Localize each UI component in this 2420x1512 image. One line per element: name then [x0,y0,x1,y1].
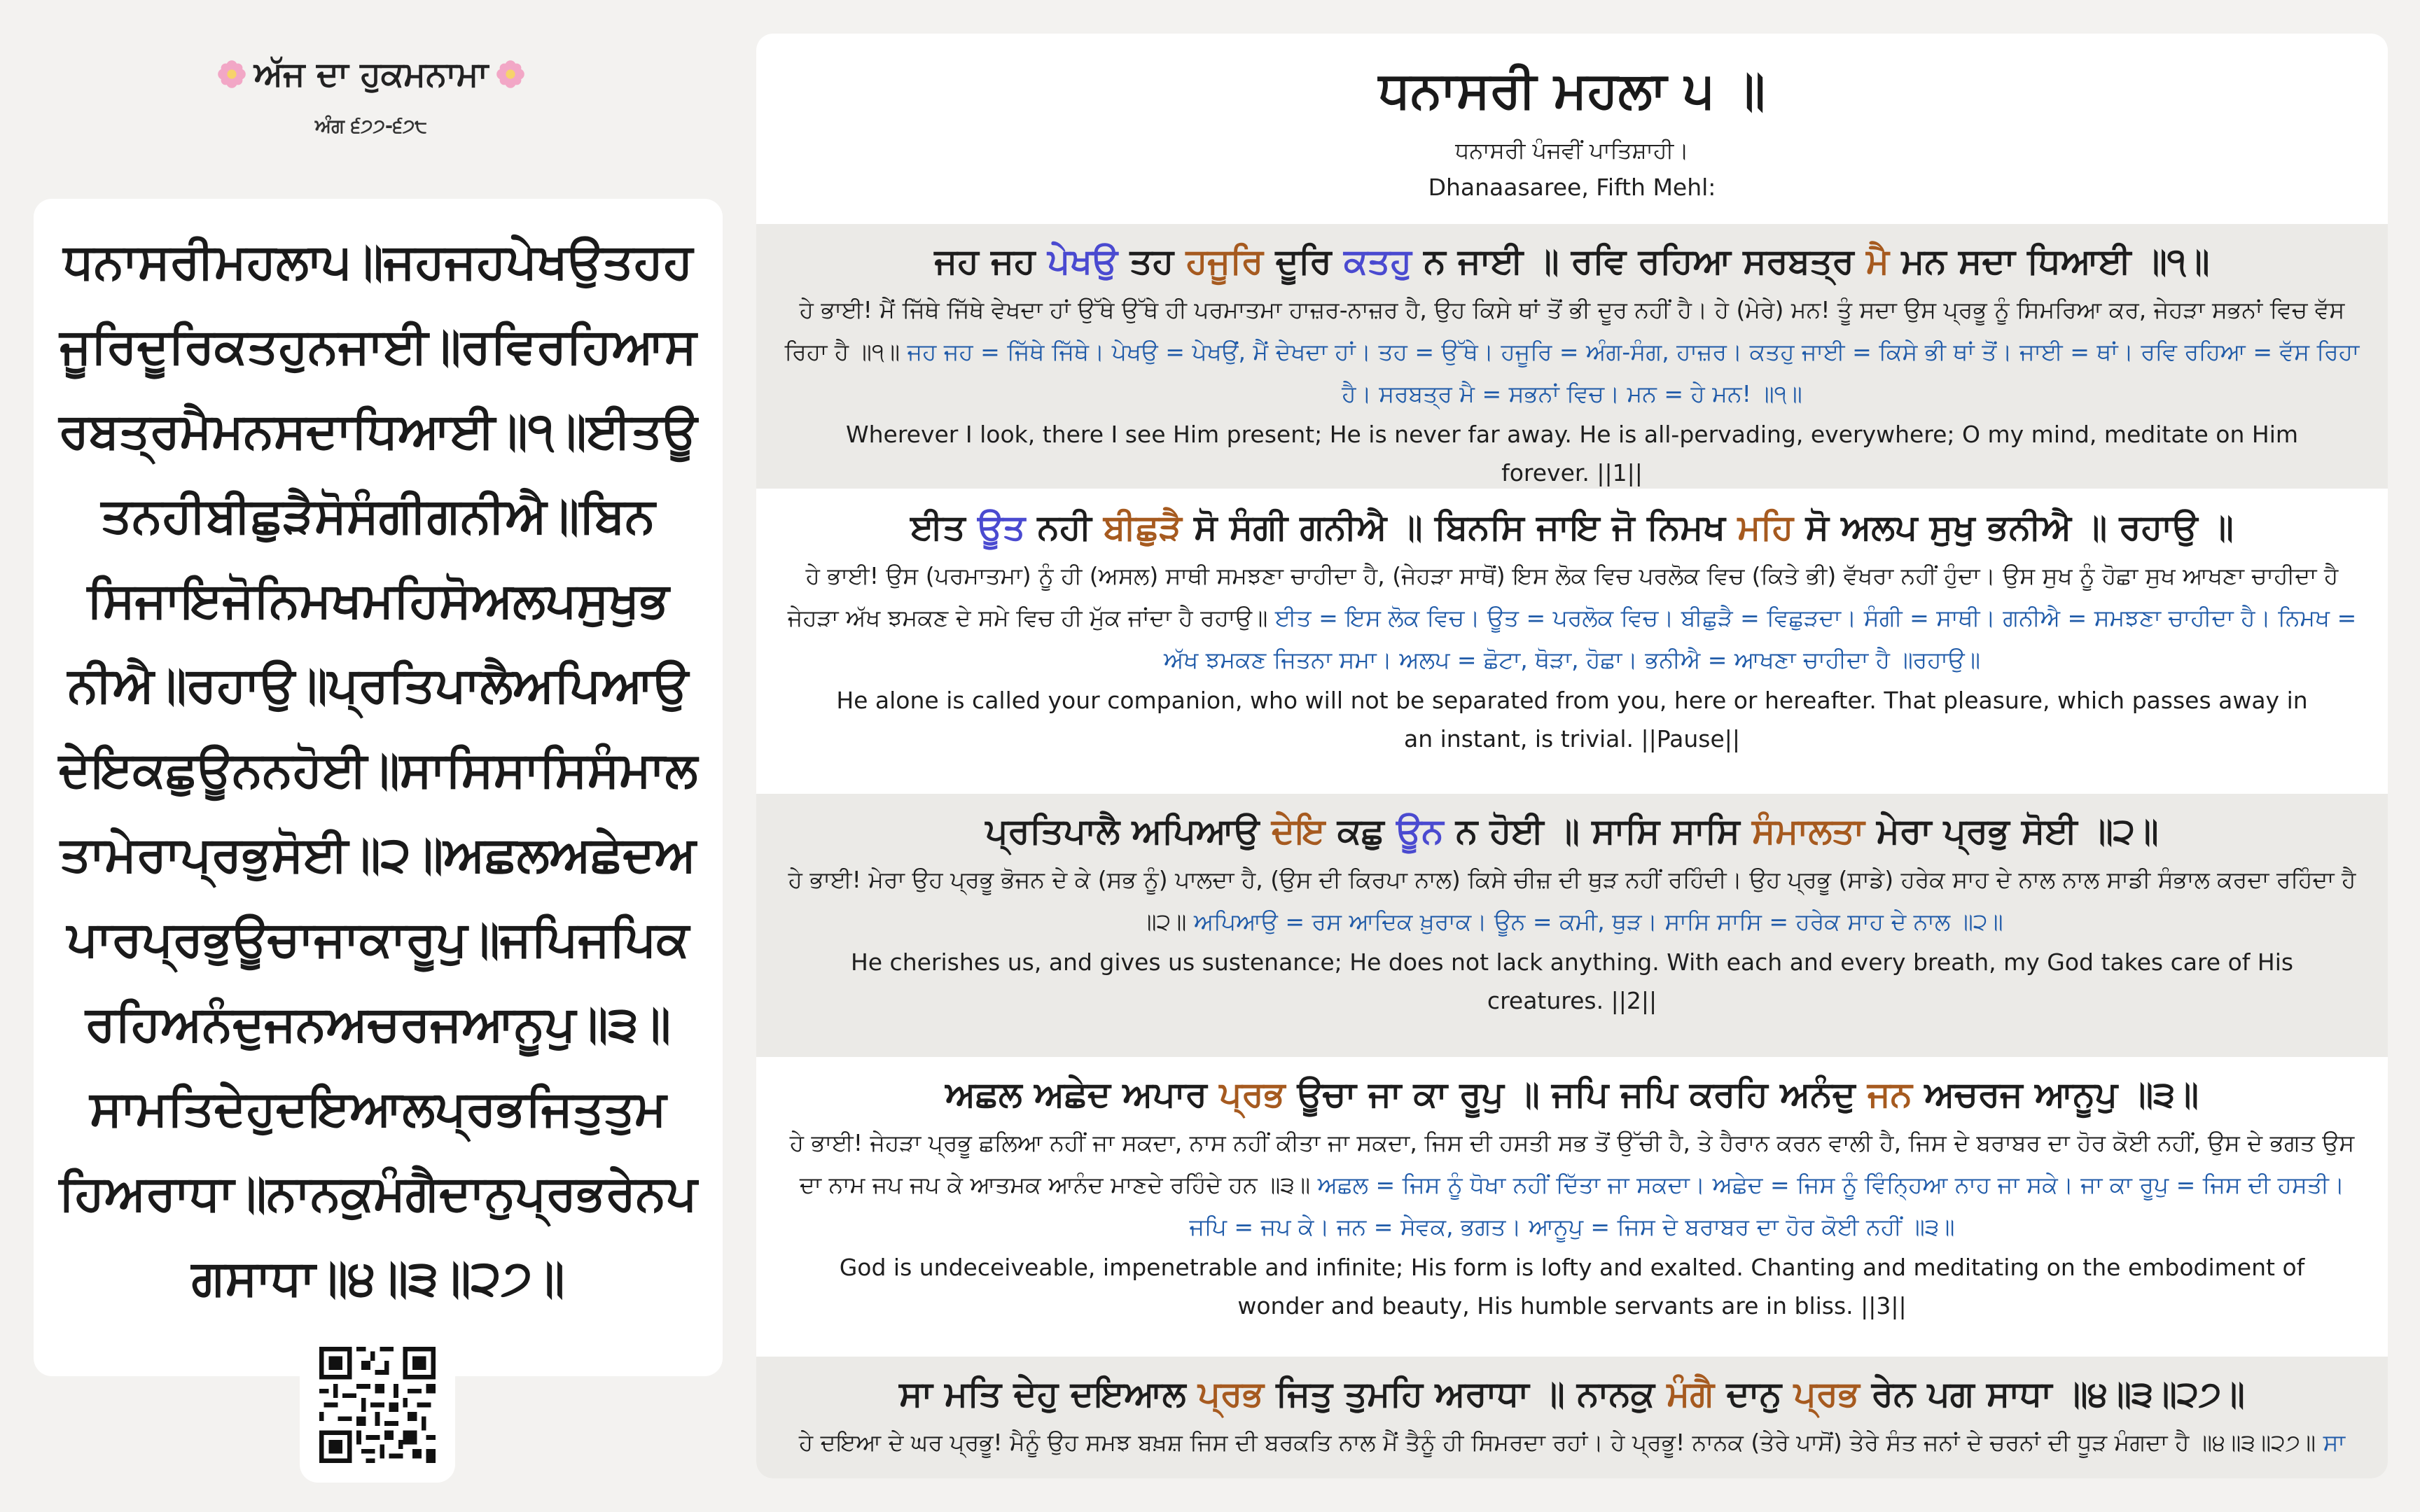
verse-gurbani-line: ਪ੍ਰਤਿਪਾਲੈ ਅਪਿਆਉ ਦੇਇ ਕਛੁ ਊਨ ਨ ਹੋਈ ॥ ਸਾਸਿ ਸਾਸਿ ਸੰਮਾਲਤਾ ਮੇਰਾ ਪ੍ਰਭੁ ਸੋਈ ॥੨॥ [985,811,2159,851]
raag-heading: ਧਨਾਸਰੀ ਮਹਲਾ ੫ ॥ [1378,60,1766,119]
raag-english: Dhanaasaree, Fifth Mehl: [1428,174,1716,201]
verse-punjabi-meaning: ਹੇ ਭਾਈ! ਮੈਂ ਜਿੱਥੇ ਜਿੱਥੇ ਵੇਖਦਾ ਹਾਂ ਉੱਥੇ ਉੱਥੇ ਹੀ ਪਰਮਾਤਮਾ ਹਾਜ਼ਰ-ਨਾਜ਼ਰ ਹੈ, ਉਹ ਕਿਸੇ ਥਾਂ ਤੋਂ ਭੀ ਦੂਰ ਨਹੀਂ ਹੈ। ਹੇ (ਮੇਰੇ) ਮਨ! ਤੂੰ ਸਦਾ ਉਸ ਪ੍ਰਭੂ ਨੂੰ ਸਿਮਰਿਆ ਕਰ, ਜੇਹੜਾ ਸਭਨਾਂ ਵਿਚ ਵੱਸ ਰਿਹਾ ਹੈ ॥੧॥ ਜਹ ਜਹ = ਜਿੱਥੇ ਜਿੱਥੇ। ਪੇਖਉ = ਪੇਖਉਂ, ਮੈਂ ਦੇਖਦਾ ਹਾਂ। ਤਹ = ਉੱਥੇ। ਹਜੂਰਿ = ਅੰਗ-ਸੰਗ, ਹਾਜ਼ਰ। ਕਤਹੁ ਜਾਈ = ਕਿਸੇ ਭੀ ਥਾਂ ਤੋਂ। ਜਾਈ = ਥਾਂ। ਰਵਿ ਰਹਿਆ = ਵੱਸ ਰਿਹਾ ਹੈ। ਸਰਬਤ੍ਰ ਮੈ = ਸਭਨਾਂ ਵਿਚ। ਮਨ = ਹੇ ਮਨ! ॥੧॥ [784,296,2360,407]
verse-block [756,1357,2388,1478]
verse-block [756,224,2388,489]
hukamnama-title [0,55,742,94]
verse-gurbani-line: ਅਛਲ ਅਛੇਦ ਅਪਾਰ ਪ੍ਰਭ ਊਚਾ ਜਾ ਕਾ ਰੂਪੁ ॥ ਜਪਿ ਜਪਿ ਕਰਹਿ ਅਨੰਦੁ ਜਨ ਅਚਰਜ ਆਨੂਪੁ ॥੩॥ [945,1074,2199,1114]
verse-punjabi-meaning: ਹੇ ਭਾਈ! ਉਸ (ਪਰਮਾਤਮਾ) ਨੂੰ ਹੀ (ਅਸਲ) ਸਾਥੀ ਸਮਝਣਾ ਚਾਹੀਦਾ ਹੈ, (ਜੇਹੜਾ ਸਾਥੋਂ) ਇਸ ਲੋਕ ਵਿਚ ਪਰਲੋਕ ਵਿਚ (ਕਿਤੇ ਭੀ) ਵੱਖਰਾ ਨਹੀਂ ਹੁੰਦਾ। ਉਸ ਸੁਖ ਨੂੰ ਹੋਛਾ ਸੁਖ ਆਖਣਾ ਚਾਹੀਦਾ ਹੈ ਜੇਹੜਾ ਅੱਖ ਝਮਕਣ ਦੇ ਸਮੇ ਵਿਚ ਹੀ ਮੁੱਕ ਜਾਂਦਾ ਹੈ ਰਹਾਉ॥ ਈਤ = ਇਸ ਲੋਕ ਵਿਚ। ਊਤ = ਪਰਲੋਕ ਵਿਚ। ਬੀਛੁੜੈ = ਵਿਛੁੜਦਾ। ਸੰਗੀ = ਸਾਥੀ। ਗਨੀਐ = ਸਮਝਣਾ ਚਾਹੀਦਾ ਹੈ। ਨਿਮਖ = ਅੱਖ ਝਮਕਣ ਜਿਤਨਾ ਸਮਾ। ਅਲਪ = ਛੋਟਾ, ਥੋੜਾ, ਹੋਛਾ। ਭਨੀਐ = ਆਖਣਾ ਚਾਹੀਦਾ ਹੈ ॥ਰਹਾਉ॥ [787,562,2357,673]
verse-punjabi-meaning: ਹੇ ਭਾਈ! ਜੇਹੜਾ ਪ੍ਰਭੂ ਛਲਿਆ ਨਹੀਂ ਜਾ ਸਕਦਾ, ਨਾਸ ਨਹੀਂ ਕੀਤਾ ਜਾ ਸਕਦਾ, ਜਿਸ ਦੀ ਹਸਤੀ ਸਭ ਤੋਂ ਉੱਚੀ ਹੈ, ਤੇ ਹੈਰਾਨ ਕਰਨ ਵਾਲੀ ਹੈ, ਜਿਸ ਦੇ ਬਰਾਬਰ ਦਾ ਹੋਰ ਕੋਈ ਨਹੀਂ, ਉਸ ਦੇ ਭਗਤ ਉਸ ਦਾ ਨਾਮ ਜਪ ਜਪ ਕੇ ਆਤਮਕ ਆਨੰਦ ਮਾਣਦੇ ਰਹਿੰਦੇ ਹਨ ॥੩॥ ਅਛਲ = ਜਿਸ ਨੂੰ ਧੋਖਾ ਨਹੀਂ ਦਿੱਤਾ ਜਾ ਸਕਦਾ। ਅਛੇਦ = ਜਿਸ ਨੂੰ ਵਿੰਨ੍ਹਿਆ ਨਾਹ ਜਾ ਸਕੇ। ਜਾ ਕਾ ਰੂਪੁ = ਜਿਸ ਦੀ ਹਸਤੀ। ਜਪਿ = ਜਪ ਕੇ। ਜਨ = ਸੇਵਕ, ਭਗਤ। ਆਨੂਪੁ = ਜਿਸ ਦੇ ਬਰਾਬਰ ਦਾ ਹੋਰ ਕੋਈ ਨਹੀਂ ॥੩॥ [789,1129,2355,1240]
verse-gurbani-line: ਸਾ ਮਤਿ ਦੇਹੁ ਦਇਆਲ ਪ੍ਰਭ ਜਿਤੁ ਤੁਮਹਿ ਅਰਾਧਾ ॥ ਨਾਨਕੁ ਮੰਗੈ ਦਾਨੁ ਪ੍ਰਭ ਰੇਨ ਪਗ ਸਾਧਾ ॥੪॥੩॥੨੭॥ [899,1373,2245,1414]
lotus-flower-icon [495,59,526,90]
qr-code[interactable] [300,1327,455,1483]
verse-word-glossary: ਸਾ [2323,1429,2346,1456]
verse-english-translation: God is undeceiveable, impenetrable and infinite; His form is lofty and exalted. Chanting and meditating on the embodiment of wonder and beauty, His humble servants are in bliss. ||3|| [839,1254,2305,1320]
verse-gurbani-line: ਜਹ ਜਹ ਪੇਖਉ ਤਹ ਹਜੂਰਿ ਦੂਰਿ ਕਤਹੁ ਨ ਜਾਈ ॥ ਰਵਿ ਰਹਿਆ ਸਰਬਤ੍ਰ ਮੈ ਮਨ ਸਦਾ ਧਿਆਈ ॥੧॥ [934,241,2210,281]
ang-number: ਅੰਗ ੬੭੭-੬੭੮ [314,115,428,137]
verse-block [756,489,2388,794]
verse-punjabi-meaning: ਹੇ ਭਾਈ! ਮੇਰਾ ਉਹ ਪ੍ਰਭੂ ਭੋਜਨ ਦੇ ਕੇ (ਸਭ ਨੂੰ) ਪਾਲਦਾ ਹੈ, (ਉਸ ਦੀ ਕਿਰਪਾ ਨਾਲ) ਕਿਸੇ ਚੀਜ਼ ਦੀ ਥੁੜ ਨਹੀਂ ਰਹਿੰਦੀ। ਉਹ ਪ੍ਰਭੂ (ਸਾਡੇ) ਹਰੇਕ ਸਾਹ ਦੇ ਨਾਲ ਨਾਲ ਸਾਡੀ ਸੰਭਾਲ ਕਰਦਾ ਰਹਿੰਦਾ ਹੈ ॥੨॥ ਅਪਿਆਉ = ਰਸ ਆਦਿਕ ਖ਼ੁਰਾਕ। ਊਨ = ਕਮੀ, ਥੁੜ। ਸਾਸਿ ਸਾਸਿ = ਹਰੇਕ ਸਾਹ ਦੇ ਨਾਲ ॥੨॥ [788,866,2356,935]
verse-punjabi-meaning: ਹੇ ਦਇਆ ਦੇ ਘਰ ਪ੍ਰਭੂ! ਮੈਨੂੰ ਉਹ ਸਮਝ ਬਖ਼ਸ਼ ਜਿਸ ਦੀ ਬਰਕਤਿ ਨਾਲ ਮੈਂ ਤੈਨੂੰ ਹੀ ਸਿਮਰਦਾ ਰਹਾਂ। ਹੇ ਪ੍ਰਭੂ! ਨਾਨਕ (ਤੇਰੇ ਪਾਸੋਂ) ਤੇਰੇ ਸੰਤ ਜਨਾਂ ਦੇ ਚਰਨਾਂ ਦੀ ਧੂੜ ਮੰਗਦਾ ਹੈ ॥੪॥੩॥੨੭॥ ਸਾ [798,1429,2346,1456]
hukamnama-sidebar [0,0,742,1512]
qr-code-icon [319,1347,436,1463]
verse-english-translation: He alone is called your companion, who will not be separated from you, here or hereafter. That pleasure, which passes away in an instant, is trivial. ||Pause|| [836,687,2308,752]
verse-word-glossary: ਜਹ ਜਹ = ਜਿੱਥੇ ਜਿੱਥੇ। ਪੇਖਉ = ਪੇਖਉਂ, ਮੈਂ ਦੇਖਦਾ ਹਾਂ। ਤਹ = ਉੱਥੇ। ਹਜੂਰਿ = ਅੰਗ-ਸੰਗ, ਹਾਜ਼ਰ। ਕਤਹੁ ਜਾਈ = ਕਿਸੇ ਭੀ ਥਾਂ ਤੋਂ। ਜਾਈ = ਥਾਂ। ਰਵਿ ਰਹਿਆ = ਵੱਸ ਰਿਹਾ ਹੈ। ਸਰਬਤ੍ਰ ਮੈ = ਸਭਨਾਂ ਵਿਚ। ਮਨ = ਹੇ ਮਨ! ॥੧॥ [907,338,2360,407]
hukamnama-title-text: ਅੱਜ ਦਾ ਹੁਕਮਨਾਮਾ [253,55,489,94]
verse-block [756,794,2388,1057]
gurbani-card [34,199,723,1376]
verse-english-translation: He cherishes us, and gives us sustenance; He does not lack anything. With each and every breath, my God takes care of His creatures. ||2|| [850,948,2294,1014]
lotus-flower-icon [216,59,247,90]
gurbani-larivaar-text: ਧਨਾਸਰੀਮਹਲਾ੫॥ਜਹਜਹਪੇਖਉਤਹਹਜੂਰਿਦੂਰਿਕਤਹੁਨਜਾਈ॥ਰਵਿਰਹਿਆਸਰਬਤ੍ਰਮੈਮਨਸਦਾਧਿਆਈ॥੧॥ਈਤਊਤਨਹੀਬੀਛੁੜੈਸੋਸੰਗੀਗਨੀਐ॥ਬਿਨਸਿਜਾਇਜੋਨਿਮਖਮਹਿਸੋਅਲਪਸੁਖੁਭਨੀਐ॥ਰਹਾਉ॥ਪ੍ਰਤਿਪਾਲੈਅਪਿਆਉਦੇਇਕਛੁਊਨਨਹੋਈ॥ਸਾਸਿਸਾਸਿਸੰਮਾਲਤਾਮੇਰਾਪ੍ਰਭੁਸੋਈ॥੨॥ਅਛਲਅਛੇਦਅਪਾਰਪ੍ਰਭੁਊਚਾਜਾਕਾਰੂਪੁ॥ਜਪਿਜਪਿਕਰਹਿਅਨੰਦੁਜਨਅਚਰਜਆਨੂਪੁ॥੩॥ਸਾਮਤਿਦੇਹੁਦਇਆਲਪ੍ਰਭਜਿਤੁਤੁਮਹਿਅਰਾਧਾ॥ਨਾਨਕੁਮੰਗੈਦਾਨੁਪ੍ਰਭਰੇਨਪਗਸਾਧਾ॥੪॥੩॥੨੭॥ [58,234,698,1306]
translation-card [756,34,2388,1478]
raag-subheading: ਧਨਾਸਰੀ ਪੰਜਵੀਂ ਪਾਤਿਸ਼ਾਹੀ। [1455,137,1689,164]
verse-block [756,1057,2388,1357]
verse-word-glossary: ਅਛਲ = ਜਿਸ ਨੂੰ ਧੋਖਾ ਨਹੀਂ ਦਿੱਤਾ ਜਾ ਸਕਦਾ। ਅਛੇਦ = ਜਿਸ ਨੂੰ ਵਿੰਨ੍ਹਿਆ ਨਾਹ ਜਾ ਸਕੇ। ਜਾ ਕਾ ਰੂਪੁ = ਜਿਸ ਦੀ ਹਸਤੀ। ਜਪਿ = ਜਪ ਕੇ। ਜਨ = ਸੇਵਕ, ਭਗਤ। ਆਨੂਪੁ = ਜਿਸ ਦੇ ਬਰਾਬਰ ਦਾ ਹੋਰ ਕੋਈ ਨਹੀਂ ॥੩॥ [1189,1171,2345,1240]
verse-gurbani-line: ਈਤ ਊਤ ਨਹੀ ਬੀਛੁੜੈ ਸੋ ਸੰਗੀ ਗਨੀਐ ॥ ਬਿਨਸਿ ਜਾਇ ਜੋ ਨਿਮਖ ਮਹਿ ਸੋ ਅਲਪ ਸੁਖੁ ਭਨੀਐ ॥ ਰਹਾਉ ॥ [910,507,2234,547]
verse-english-translation: Wherever I look, there I see Him present; He is never far away. He is all-pervading, everywhere; O my mind, meditate on Him forever. ||1|| [845,421,2299,486]
shabad-header [756,34,2388,224]
verse-word-glossary: ਅਪਿਆਉ = ਰਸ ਆਦਿਕ ਖ਼ੁਰਾਕ। ਊਨ = ਕਮੀ, ਥੁੜ। ਸਾਸਿ ਸਾਸਿ = ਹਰੇਕ ਸਾਹ ਦੇ ਨਾਲ ॥੨॥ [1193,908,2003,935]
verse-word-glossary: ਈਤ = ਇਸ ਲੋਕ ਵਿਚ। ਊਤ = ਪਰਲੋਕ ਵਿਚ। ਬੀਛੁੜੈ = ਵਿਛੁੜਦਾ। ਸੰਗੀ = ਸਾਥੀ। ਗਨੀਐ = ਸਮਝਣਾ ਚਾਹੀਦਾ ਹੈ। ਨਿਮਖ = ਅੱਖ ਝਮਕਣ ਜਿਤਨਾ ਸਮਾ। ਅਲਪ = ਛੋਟਾ, ਥੋੜਾ, ਹੋਛਾ। ਭਨੀਐ = ਆਖਣਾ ਚਾਹੀਦਾ ਹੈ ॥ਰਹਾਉ॥ [1163,604,2357,673]
